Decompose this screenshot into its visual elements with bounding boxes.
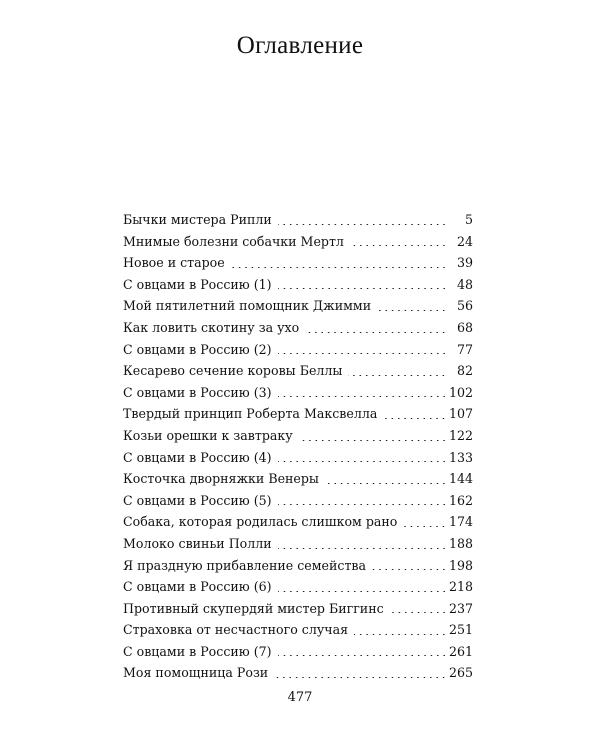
toc-entry-page-number: 102: [448, 384, 473, 400]
dot-leader: [354, 634, 447, 635]
toc-entry-title: Козьи орешки к завтраку: [123, 427, 293, 443]
toc-entry: [123, 295, 473, 317]
toc-entry: [123, 641, 473, 663]
toc-entry-page-number: 56: [456, 298, 473, 314]
toc-entry-title: С овцами в Россию (2): [123, 341, 272, 357]
toc-entry-title: Молоко свиньи Полли: [123, 535, 272, 551]
toc-entry: [123, 425, 473, 447]
toc-entry: [123, 209, 473, 231]
toc-entry-page-number: 144: [448, 471, 473, 487]
toc-entry-page-number: 39: [456, 255, 473, 271]
toc-entry-title: Мнимые болезни собачки Мертл: [123, 233, 344, 249]
toc-entry: [123, 662, 473, 684]
toc-entry-title: С овцами в Россию (3): [123, 384, 272, 400]
toc-entry-title: С овцами в Россию (7): [123, 643, 272, 659]
toc-entry-page-number: 261: [448, 643, 473, 659]
toc-entry-title: Твердый принцип Роберта Максвелла: [123, 406, 378, 422]
toc-entry-title: Бычки мистера Рипли: [123, 212, 272, 227]
toc-entry-title: Как ловить скотину за ухо: [123, 319, 300, 335]
dot-leader: [231, 267, 447, 268]
toc-entry-page-number: 77: [456, 341, 473, 357]
toc-entry-title: Кесарево сечение коровы Беллы: [123, 363, 343, 379]
toc-entry: [123, 274, 473, 296]
toc-entry: [123, 468, 473, 490]
toc-entry: [123, 317, 473, 339]
toc-entry-title: С овцами в Россию (5): [123, 492, 272, 508]
toc-entry: [123, 598, 473, 620]
dot-leader: [278, 655, 447, 656]
toc-entry-title: Моя помощница Рози: [123, 665, 269, 681]
dot-leader: [390, 612, 447, 613]
toc-entry-title: Страховка от несчастного случая: [123, 622, 349, 638]
toc-entry-page-number: 251: [448, 622, 473, 638]
toc-entry-title: С овцами в Россию (6): [123, 579, 272, 595]
toc-entry-title: С овцами в Россию (4): [123, 449, 272, 465]
dot-leader: [278, 396, 447, 397]
toc-entry: [123, 360, 473, 382]
toc-entry-page-number: 82: [456, 363, 473, 379]
toc-entry-page-number: 198: [448, 557, 473, 573]
toc-entry-page-number: 265: [448, 665, 473, 681]
dot-leader: [278, 548, 447, 549]
toc-entry-page-number: 162: [448, 492, 473, 508]
toc-entry-page-number: 122: [448, 427, 473, 443]
dot-leader: [274, 677, 447, 678]
toc-entry: [123, 511, 473, 533]
toc-entry-page-number: 107: [448, 406, 473, 422]
toc-entry-page-number: 24: [456, 233, 473, 249]
toc-entry-title: Косточка дворняжки Венеры: [123, 471, 319, 487]
toc-entry: [123, 447, 473, 469]
dot-leader: [305, 332, 447, 333]
dot-leader: [278, 504, 447, 505]
dot-leader: [278, 353, 447, 354]
toc-entry: [123, 252, 473, 274]
page-number: 477: [287, 690, 313, 705]
toc-entry-title: Мой пятилетний помощник Джимми: [123, 298, 372, 314]
toc-entry-title: Противный скупердяй мистер Биггинс: [123, 600, 384, 616]
dot-leader: [278, 224, 447, 225]
toc-entry-page-number: 133: [448, 449, 473, 465]
dot-leader: [377, 310, 447, 311]
toc-entry: [123, 576, 473, 598]
toc-entry-title: Новое и старое: [123, 255, 225, 271]
toc-entry-page-number: 48: [456, 276, 473, 292]
dot-leader: [299, 440, 447, 441]
toc-entry-page-number: 68: [456, 319, 473, 335]
dot-leader: [383, 418, 447, 419]
toc-entry: [123, 231, 473, 253]
dot-leader: [403, 526, 447, 527]
dot-leader: [278, 288, 447, 289]
toc-entry: [123, 490, 473, 512]
toc-entry-title: Я праздную прибавление семейства: [123, 557, 367, 573]
dot-leader: [278, 461, 447, 462]
toc-entry-page-number: 188: [448, 535, 473, 551]
toc-entry: [123, 555, 473, 577]
toc-entry: [123, 403, 473, 425]
dot-leader: [350, 245, 447, 246]
toc-entry-page-number: 5: [464, 212, 473, 227]
dot-leader: [348, 375, 447, 376]
toc-entry-page-number: 174: [448, 514, 473, 530]
page-title: Оглавление: [236, 32, 364, 59]
toc-entry-page-number: 237: [448, 600, 473, 616]
toc-entry-title: Собака, которая родилась слишком рано: [123, 514, 398, 530]
dot-leader: [278, 591, 447, 592]
dot-leader: [372, 569, 447, 570]
toc-entry-page-number: 218: [448, 579, 473, 595]
toc-entry: [123, 339, 473, 361]
toc-entry: [123, 533, 473, 555]
toc-entry: [123, 382, 473, 404]
toc-entry: [123, 619, 473, 641]
dot-leader: [325, 483, 447, 484]
toc-entry-title: С овцами в Россию (1): [123, 276, 272, 292]
table-of-contents: [123, 209, 473, 684]
